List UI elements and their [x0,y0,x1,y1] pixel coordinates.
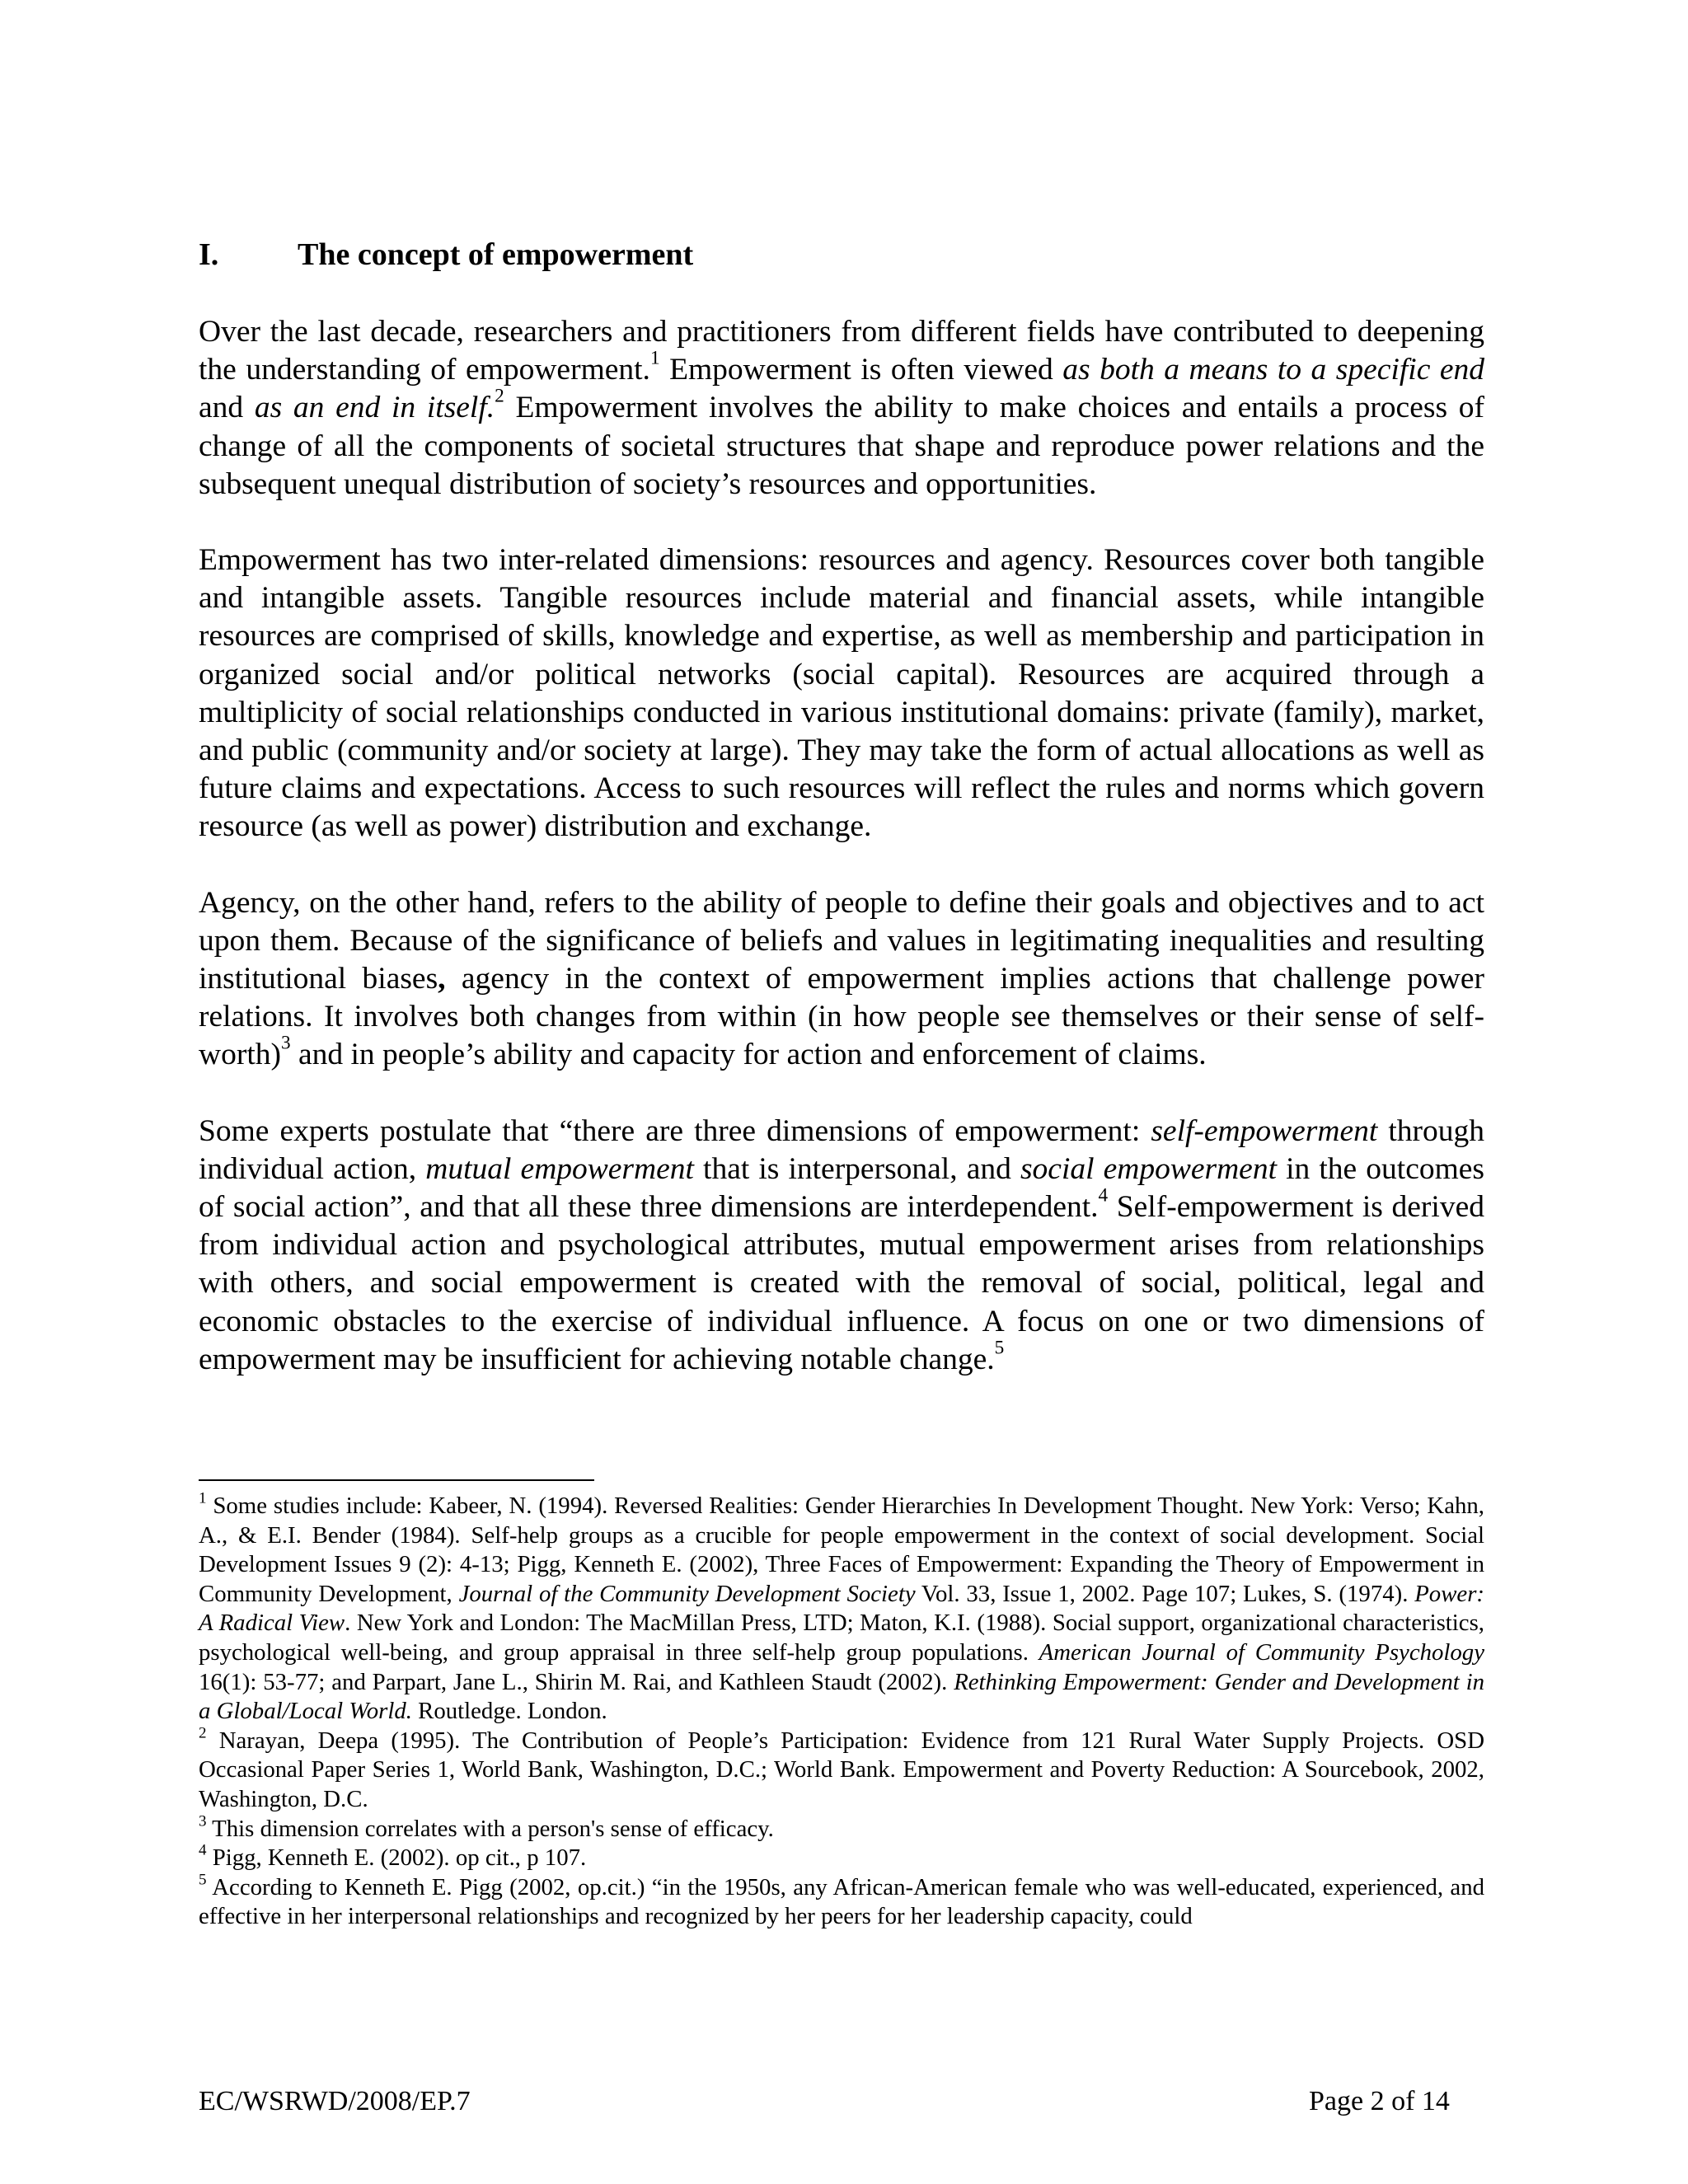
paragraph-1-text: Empowerment is often viewed [659,353,1063,387]
footnote-italic: Journal of the Community Development Society [458,1580,916,1607]
footnote-ref-4[interactable]: 4 [1098,1184,1109,1207]
footnote-text: Vol. 33, Issue 1, 2002. Page 107; Lukes, S. (1974). [915,1580,1415,1607]
paragraph-4-text: Self-empowerment is derived from individual action and psychological attributes, mutual empowerment arises from relationships with others, and social empowerment is created with the removal of social, political, legal and economic obstacles to the exercise of individual influence. A focus on one or two dimensions of empowerment may be insufficient for achieving notable change. [199,1190,1484,1376]
paragraph-1-italic: as an end in itself. [254,391,495,425]
paragraph-1-text: and [199,391,255,425]
footnote-text: According to Kenneth E. Pigg (2002, op.cit.) “in the 1950s, any African-American female who was well-educated, experienced, and effective in her interpersonal relationships and recognized by her peers for her leadership capacity, could [199,1873,1484,1930]
footnote-ref-5[interactable]: 5 [994,1337,1005,1359]
footnote-ref-3[interactable]: 3 [280,1032,291,1054]
footnote-4 [199,1841,1484,1873]
footnote-number: 2 [199,1724,207,1742]
paragraph-3-text: agency in the context of empowerment implies actions that challenge power relations. It involves both changes from within (in how people see themselves or their sense of self-worth) [199,962,1484,1072]
paragraph-2: Empowerment has two inter-related dimensions: resources and agency. Resources cover both tangible and intangible assets. Tangible resources include material and financial assets, while intangible resources are comprised of skills, knowledge and expertise, as well as membership and participation in organized social and/or political networks (social capital). Resources are acquired through a multiplicity of social relationships conducted in various institutional domains: private (family), market, and public (community and/or society at large). They may take the form of actual allocations as well as future claims and expectations. Access to such resources will reflect the rules and norms which govern resource (as well as power) distribution and exchange. [199,543,1484,844]
footnote-number: 5 [199,1871,207,1889]
paragraph-1-sentence-1: Over the last decade, researchers and practitioners from different fields have contributed to deepening the understanding of empowerment. [199,315,1484,387]
footnote-italic: Power: A Radical View [199,1580,1484,1637]
paragraph-4-text: through individual action, [199,1113,1484,1186]
footnote-number: 3 [199,1812,207,1830]
document-code: EC/WSRWD/2008/EP.7 [199,2086,471,2116]
section-title: The concept of empowerment [298,237,694,272]
footnote-number: 1 [199,1489,207,1507]
footnote-3 [199,1812,1484,1844]
paragraph-4-italic: social empowerment [1020,1151,1277,1186]
section-heading [199,235,693,274]
paragraph-1-text: Empowerment involves the ability to make choices and entails a process of change of all the components of societal structures that shape and reproduce power relations and the subsequent unequal distribution of society’s resources and opportunities. [199,391,1484,501]
footnote-separator [199,1479,594,1481]
paragraph-3-text: and in people’s ability and capacity for action and enforcement of claims. [290,1038,1207,1072]
footnote-text: Some studies include: Kabeer, N. (1994). Reversed Realities: Gender Hierarchies In Development Thought. New York: Verso; Kahn, A., & E.I. Bender (1984). Self-help groups as a crucible for people empowerment in the context of social development. Social Development Issues 9 (2): 4-13; Pigg, Kenneth E. (2002), Three Faces of Empowerment: Expanding the Theory of Empowerment in Community Development, [199,1493,1484,1607]
footnote-text: Narayan, Deepa (1995). The Contribution of People’s Participation: Evidence from 121 Rural Water Supply Projects. OSD Occasional Paper Series 1, World Bank, Washington, D.C.; World Bank. Empowerment and Poverty Reduction: A Sourcebook, 2002, Washington, D.C. [199,1727,1484,1812]
footnote-number: 4 [199,1841,207,1859]
paragraph-4-italic: mutual empowerment [425,1151,694,1186]
body-text [199,313,1484,1379]
paragraph-3 [199,884,1484,1075]
paragraph-4-text: Some experts postulate that “there are three dimensions of empowerment: [199,1113,1151,1148]
paragraph-3-text: Agency, on the other hand, refers to the ability of people to define their goals and objectives and to act upon them. Because of the significance of beliefs and values in legitimating inequalities and resulting institutional biases [199,885,1484,996]
footnote-2 [199,1724,1484,1815]
paragraph-4-text: in the outcomes of social action”, and that all these three dimensions are interdependent. [199,1151,1484,1225]
footnote-1 [199,1489,1485,1727]
paragraph-3-bold-comma: , [438,962,446,996]
paragraph-4-text: that is interpersonal, and [693,1151,1020,1186]
footnotes [199,1489,1485,1932]
paragraph-1 [199,313,1484,504]
footnote-5 [199,1873,1484,1932]
footnote-italic: American Journal of Community Psychology [1039,1638,1484,1666]
footnote-text: . New York and London: The MacMillan Press, LTD; Maton, K.I. (1988). Social support, organizational characteristics, psychological well-being, and group appraisal in three self-help group populations. [199,1610,1484,1666]
footnote-ref-1[interactable]: 1 [649,347,660,369]
footnote-ref-2[interactable]: 2 [495,385,504,407]
paragraph-4 [199,1113,1484,1379]
footnote-text: Pigg, Kenneth E. (2002). op cit., p 107. [206,1844,587,1872]
paragraph-4-italic: self-empowerment [1151,1113,1378,1148]
footnote-text: Routledge. London. [411,1698,607,1725]
footnote-text: 16(1): 53-77; and Parpart, Jane L., Shirin M. Rai, and Kathleen Staudt (2002). [199,1668,954,1695]
paragraph-1-italic: as both a means to a specific end [1062,353,1484,387]
footnote-text: This dimension correlates with a person's sense of efficacy. [206,1815,774,1842]
page-number: Page 2 of 14 [1309,2086,1450,2116]
section-number: I. [199,237,219,272]
footnote-italic: Rethinking Empowerment: Gender and Development in a Global/Local World. [199,1668,1485,1725]
